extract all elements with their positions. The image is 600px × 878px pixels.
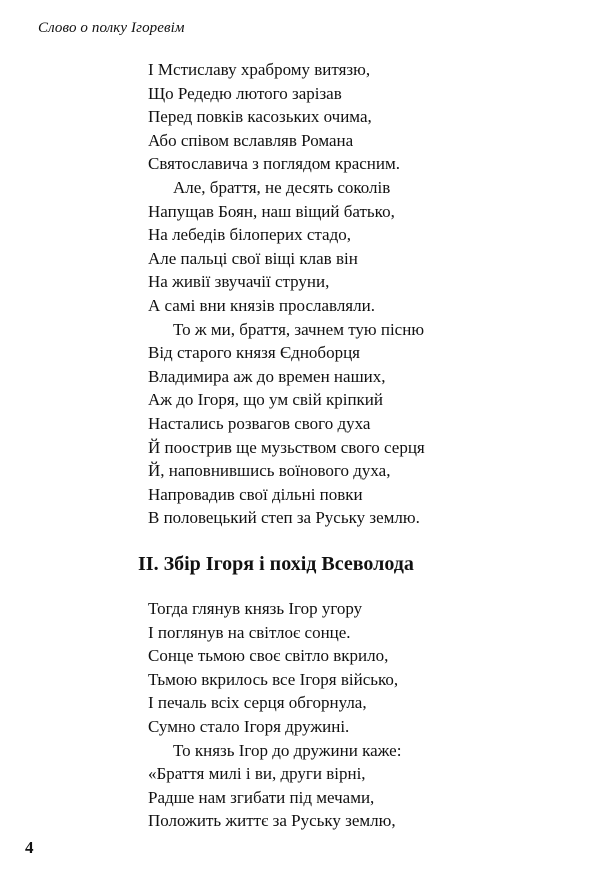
poem-line: І поглянув на світлоє сонце. xyxy=(148,622,351,642)
poem-line: Святославича з поглядом красним. xyxy=(148,154,400,174)
poem-line: Тьмою вкрилось все Ігоря військо, xyxy=(148,669,399,689)
poem-line: Владимира аж до времен наших, xyxy=(148,366,386,386)
poem-line: Сумно стало Ігоря дружині. xyxy=(148,716,350,736)
running-header: Слово о полку Ігоревім xyxy=(38,20,185,36)
poem-line: Сонце тьмою своє світло вкрило, xyxy=(148,646,389,666)
poem-line: Або співом вславляв Романа xyxy=(148,130,354,150)
poem-line: І печаль всіх серця обгорнула, xyxy=(148,693,367,713)
poem-line: Тогда глянув князь Ігор угору xyxy=(148,599,363,618)
poem-line: То ж ми, браття, зачнем тую пісню xyxy=(173,319,425,339)
poem-line: Перед повків касозьких очима, xyxy=(148,107,372,127)
poem-line: Радше нам згибати під мечами, xyxy=(148,787,375,807)
poem-line: На лебедів білоперих стадо, xyxy=(148,225,351,245)
poem-line: Але, браття, не десять соколів xyxy=(173,177,391,197)
poem-line: Й, наповнившись воїнового духа, xyxy=(148,461,391,481)
poem-line: Напровадив свої дільні повки xyxy=(148,484,363,504)
poem-line: Настались розвагов свого духа xyxy=(148,413,371,433)
section-heading: II. Збір Ігоря і похід Всеволода xyxy=(138,553,414,575)
poem-line: На живії звучачії струни, xyxy=(148,272,330,292)
poem-stanza xyxy=(148,597,401,833)
poem-stanza xyxy=(148,58,425,530)
page-number: 4 xyxy=(25,838,34,857)
poem-line: То князь Ігор до дружини каже: xyxy=(173,740,402,760)
poem-line: «Браття милі і ви, други вірні, xyxy=(148,764,366,784)
poem-line: Від старого князя Єдноборця xyxy=(148,343,360,363)
poem-line: Аж до Ігоря, що ум свій кріпкий xyxy=(148,390,384,410)
poem-line: Що Редедю лютого зарізав xyxy=(148,83,342,103)
poem-line: Положить життє за Руську землю, xyxy=(148,811,396,831)
poem-line: Напущав Боян, наш віщий батько, xyxy=(148,201,395,221)
poem-line: В половецький степ за Руську землю. xyxy=(148,508,420,528)
poem-line: Але пальці свої віщі клав він xyxy=(148,248,358,268)
poem-line: Й поострив ще музьством свого серця xyxy=(148,437,425,457)
poem-line: І Мстиславу храброму витязю, xyxy=(148,60,371,79)
poem-line: А самі вни князів прославляли. xyxy=(148,295,375,315)
